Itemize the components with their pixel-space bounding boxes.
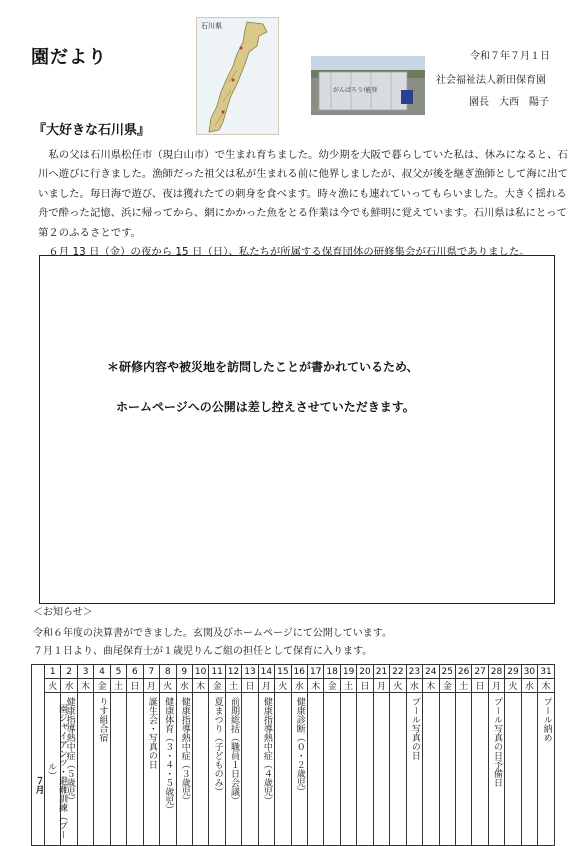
calendar-day-number: 8 <box>160 665 176 679</box>
calendar-event-text: 健康体育（３・４・５歳児） <box>163 697 174 814</box>
calendar-event-text: 健康診断（０・２歳児） <box>294 697 305 796</box>
calendar-day-number: 14 <box>258 665 274 679</box>
calendar-weekday: 木 <box>538 679 555 693</box>
notice-line-2: ホームページへの公開は差し控えさせていただきます。 <box>116 400 415 414</box>
calendar-event-cell <box>143 693 159 846</box>
calendar-event-cell <box>308 693 324 846</box>
calendar-weekday: 木 <box>77 679 93 693</box>
calendar-day-number: 4 <box>94 665 110 679</box>
calendar-weekday: 火 <box>505 679 521 693</box>
calendar-day-number: 15 <box>275 665 291 679</box>
calendar-event-cell <box>357 693 373 846</box>
calendar-day-number: 11 <box>209 665 225 679</box>
calendar-weekday: 水 <box>176 679 192 693</box>
calendar-day-number: 24 <box>423 665 439 679</box>
calendar-weekday: 金 <box>439 679 455 693</box>
calendar-event-text: プール写真の日予備日 <box>492 697 503 787</box>
calendar-weekday: 水 <box>291 679 307 693</box>
calendar-weekday: 月 <box>373 679 389 693</box>
calendar-weekday: 月 <box>143 679 159 693</box>
calendar-day-number: 5 <box>110 665 126 679</box>
calendar-event-text: 前期総括（職員１日会議） <box>229 697 240 805</box>
calendar-event-cell <box>390 693 406 846</box>
calendar-weekdays-row <box>32 679 555 693</box>
map-label: 石川県 <box>201 22 222 30</box>
calendar-event-cell <box>110 693 126 846</box>
calendar-day-number: 9 <box>176 665 192 679</box>
calendar-weekday: 木 <box>308 679 324 693</box>
article-paragraph-1: 私の父は石川県松任市（現白山市）で生まれ育ちました。幼少期を大阪で暮らしていた私は、休みになると、石川へ遊びに行きました。漁師だった祖父は私が生まれる前に他界しましたが、叔父が後を継ぎ漁師として海に出ていました。毎日海で遊び、夜は獲れたての刺身を食べます。時々漁にも連れていってもらいました。大きく揺れる舟で酔った記憶、浜に帰ってから、網にかかった魚をとる作業は今でも鮮明に覚えています。石川県は私にとって第２のふるさとです。 <box>38 149 568 239</box>
calendar-day-number: 10 <box>192 665 208 679</box>
calendar-event-text: 健康指導熱中症（３歳児） <box>179 697 190 805</box>
calendar-event-cell <box>160 693 176 846</box>
calendar-weekday: 土 <box>455 679 471 693</box>
photo-sign: がんばろう!能登 <box>333 87 378 94</box>
container-photo <box>311 56 425 115</box>
calendar-event-text: プール納め <box>541 697 552 742</box>
calendar-day-number: 20 <box>357 665 373 679</box>
calendar-event-cell <box>258 693 274 846</box>
calendar-events-row <box>32 693 555 846</box>
calendar-event-cell <box>439 693 455 846</box>
calendar-weekday: 水 <box>406 679 422 693</box>
calendar-weekday: 月 <box>258 679 274 693</box>
info-line-1: 令和６年度の決算書ができました。玄関及びホームページにて公開しています。 <box>33 628 392 639</box>
calendar-weekday: 水 <box>521 679 537 693</box>
calendar-event-cell <box>209 693 225 846</box>
calendar-event-cell <box>77 693 93 846</box>
calendar-day-number: 2 <box>61 665 77 679</box>
calendar-event-cell <box>455 693 471 846</box>
calendar-day-number: 19 <box>340 665 356 679</box>
calendar-weekday: 土 <box>225 679 241 693</box>
calendar-weekday: 月 <box>488 679 504 693</box>
calendar-day-number: 1 <box>45 665 61 679</box>
calendar-event-cell <box>275 693 291 846</box>
calendar-weekday: 火 <box>160 679 176 693</box>
calendar-weekday: 金 <box>209 679 225 693</box>
calendar-event-text: 健康指導熱中症（５歳児） <box>64 697 75 805</box>
calendar-day-number: 7 <box>143 665 159 679</box>
calendar-event-cell <box>127 693 143 846</box>
calendar-day-number: 30 <box>521 665 537 679</box>
calendar-weekday: 日 <box>357 679 373 693</box>
calendar-event-cell <box>291 693 307 846</box>
page-title: 園だより <box>31 47 107 68</box>
calendar-event-text: 夏まつり（子どものみ） <box>212 697 223 796</box>
calendar-day-number: 25 <box>439 665 455 679</box>
calendar-weekday: 金 <box>94 679 110 693</box>
calendar-weekday: 火 <box>390 679 406 693</box>
calendar-weekday: 土 <box>110 679 126 693</box>
calendar-weekday: 日 <box>472 679 488 693</box>
organization-name: 社会福祉法人新田保育園 <box>436 75 546 86</box>
calendar-day-number: 29 <box>505 665 521 679</box>
notice-line-1: ＊研修内容や被災地を訪問したことが書かれているため、 <box>107 360 419 374</box>
calendar-day-number: 28 <box>488 665 504 679</box>
map-illustration <box>197 18 278 134</box>
calendar-event-text: りす組合宿 <box>97 697 108 742</box>
calendar-day-number: 16 <box>291 665 307 679</box>
calendar-event-cell <box>406 693 422 846</box>
calendar-event-text: 健康指導熱中症（４歳児） <box>261 697 272 805</box>
calendar-event-cell <box>538 693 555 846</box>
calendar-event-cell <box>488 693 504 846</box>
calendar-event-cell <box>225 693 241 846</box>
calendar-event-cell <box>94 693 110 846</box>
calendar-event-cell <box>242 693 258 846</box>
calendar-month: ７月 <box>32 665 45 846</box>
article-paragraph-2: ６月 13 日（金）の夜から 15 日（日）、私たちが所属する保育団体の研修集会が石川県でありました。 <box>48 246 530 259</box>
calendar-event-cell <box>45 693 67 846</box>
calendar-weekday: 日 <box>127 679 143 693</box>
calendar-weekday: 土 <box>340 679 356 693</box>
calendar-event-cell <box>373 693 389 846</box>
article-body <box>38 146 568 262</box>
calendar-day-number: 27 <box>472 665 488 679</box>
calendar-event-cell <box>324 693 340 846</box>
calendar-weekday: 日 <box>242 679 258 693</box>
calendar-days-row <box>32 665 555 679</box>
calendar-event-text: 園ジャイアンツ・避難訓練（プール） <box>46 703 67 839</box>
calendar-event-cell <box>521 693 537 846</box>
calendar-weekday: 金 <box>324 679 340 693</box>
calendar-weekday: 木 <box>423 679 439 693</box>
calendar-day-number: 23 <box>406 665 422 679</box>
info-heading: ＜お知らせ＞ <box>33 607 93 618</box>
calendar-weekday: 木 <box>192 679 208 693</box>
calendar-day-number: 6 <box>127 665 143 679</box>
july-calendar <box>31 664 555 846</box>
calendar-day-number: 13 <box>242 665 258 679</box>
calendar-day-number: 18 <box>324 665 340 679</box>
calendar-weekday: 火 <box>45 679 61 693</box>
calendar-event-cell <box>176 693 192 846</box>
calendar-event-text: プール写真の日 <box>409 697 420 760</box>
calendar-day-number: 21 <box>373 665 389 679</box>
redacted-content-box <box>39 255 555 604</box>
calendar-event-cell <box>192 693 208 846</box>
calendar-event-cell <box>423 693 439 846</box>
calendar-day-number: 3 <box>77 665 93 679</box>
calendar-weekday: 水 <box>61 679 77 693</box>
issue-date: 令和７年７月１日 <box>470 51 550 62</box>
calendar-day-number: 26 <box>455 665 471 679</box>
section-title: 『大好きな石川県』 <box>33 123 151 138</box>
calendar-day-number: 31 <box>538 665 555 679</box>
calendar-event-text: 誕生会・写真の日 <box>146 697 157 769</box>
info-line-2: ７月１日より、曲尾保育士が１歳児りんご組の担任として保育に入ります。 <box>33 646 373 657</box>
calendar-weekday: 火 <box>275 679 291 693</box>
calendar-event-cell <box>472 693 488 846</box>
calendar-event-cell <box>340 693 356 846</box>
ishikawa-map-image <box>196 17 279 135</box>
calendar-day-number: 17 <box>308 665 324 679</box>
calendar-day-number: 12 <box>225 665 241 679</box>
principal-name: 園長 大西 陽子 <box>469 97 549 108</box>
calendar-day-number: 22 <box>390 665 406 679</box>
calendar-event-cell <box>505 693 521 846</box>
